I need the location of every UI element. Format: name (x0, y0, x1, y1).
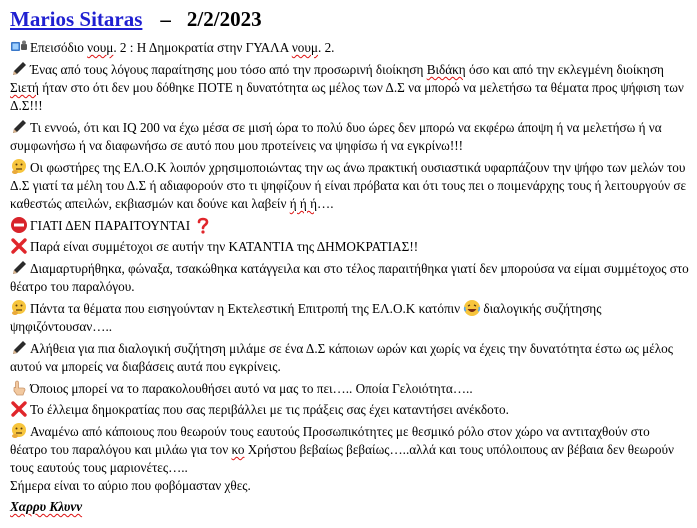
paragraph-11: Αναμένω από κάποιους που θεωρούν τους εαυτούς Προσωπικότητες με θεσμικό ρόλο στον χώρο να αντιταχθούν στο θέατρο του παραλόγου και μιλάω για τον κο Χρήστου βεβαίως βεβαίως…..αλλά και τους υπόλοιπους αν βέβαια δεν θεωρούν τους εαυτούς τους μαριονέτες….. Σήμερα είναι το αύριο που φοβόμασταν χθες. (10, 424, 675, 493)
episode-line: Επεισόδιο νουμ. 2 : Η Δημοκρατία στην ΓΥΑΛΑ νουμ. 2. (10, 38, 690, 57)
post-date: 2/2/2023 (186, 7, 262, 31)
thinking-face-icon (10, 299, 28, 317)
laughing-face-icon (463, 299, 481, 317)
document-page (10, 6, 690, 516)
paragraph-7: Πάντα τα θέματα που εισηγούνταν η Εκτελεστική Επιτροπή της ΕΛ.Ο.Κ κατόπιν διαλογικής συζήτησης ψηφιζόντουσαν….. (10, 301, 602, 334)
pencil-icon (10, 259, 28, 277)
question-mark-icon (194, 216, 212, 234)
no-entry-icon (10, 216, 28, 234)
paragraph-3: Οι φωστήρες της ΕΛ.Ο.Κ λοιπόν χρησιμοποιώντας την ως άνω πρακτική ουσιαστικά υφαρπάζουν την ψήφο των μελών του Δ.Σ γιατί τα μέλη του Δ.Σ ή αδιαφορούν στο τι ψηφίζουν ή είναι πρόβατα και ότι τους πει ο ποιμενάρχης τους ή λειτουργούν σε καθεστώς απειλών, εκβιασμών και δούνε και λαβείν ή ή ή…. (10, 160, 687, 211)
cross-mark-icon (10, 400, 28, 418)
signature: Χαρρυ Κλυνν (10, 499, 83, 514)
pencil-icon (10, 339, 28, 357)
paragraph-8: Αλήθεια για πια διαλογική συζήτηση μιλάμε σε ένα Δ.Σ κάποιων ωρών και χωρίς να έχεις την δυνατότητα έστω ως μέλος αυτού να μπορείς να διαβάσεις αυτά που εγκρίνεις. (10, 341, 673, 374)
paragraph-5: Παρά είναι συμμέτοχοι σε αυτήν την ΚΑΤΑΝΤΙΑ της ΔΗΜΟΚΡΑΤΙΑΣ!! (10, 237, 690, 256)
header-separator: – (160, 7, 171, 31)
author-name[interactable]: Marios Sitaras (10, 7, 143, 31)
paragraph-6: Διαμαρτυρήθηκα, φώναξα, τσακώθηκα κατάγγειλα και στο τέλος παραιτήθηκα γιατί δεν μπορούσα να είμαι συμμέτοχος στο θέατρο του παραλόγου. (10, 261, 689, 294)
paragraph-10: Το έλλειμα δημοκρατίας που σας περιβάλλει με τις πράξεις σας έχει καταντήσει ανέκδοτο. (10, 400, 690, 419)
thinking-face-icon (10, 158, 28, 176)
pointing-hand-icon (10, 379, 28, 397)
pencil-icon (10, 118, 28, 136)
thinking-face-icon (10, 422, 28, 440)
pencil-icon (10, 60, 28, 78)
post-header (10, 6, 690, 32)
paragraph-9: Όποιος μπορεί να το παρακολουθήσει αυτό να μας το πει….. Οποία Γελοιότητα….. (10, 379, 690, 398)
paragraph-1: Ένας από τους λόγους παραίτησης μου τόσο από την προσωρινή διοίκηση Βιδάκη όσο και από την εκλεγμένη διοίκηση Σιετή ήταν στο ότι δεν μου δόθηκε ΠΟΤΕ η δυνατότητα ως μέλος των Δ.Σ να μπορώ να μελετήσω τα θέματα προς ψήφιση των Δ.Σ!!! (10, 62, 684, 113)
closing-line: Σήμερα είναι το αύριο που φοβόμασταν χθες. (10, 478, 251, 493)
tv-camera-icon (10, 38, 28, 56)
paragraph-2: Τι εννοώ, ότι και IQ 200 να έχω μέσα σε μισή ώρα το πολύ δυο ώρες δεν μπορώ να εκφέρω άποψη ή να μελετήσω ή να συμφωνήσω ή να διαφωνήσω σε αυτό που μου προτείνεις να ψηφίσω ή να εγκρίνω!!! (10, 120, 662, 153)
paragraph-4: ΓΙΑΤΙ ΔΕΝ ΠΑΡΑΙΤΟΥΝΤΑΙ (10, 216, 690, 235)
cross-mark-icon (10, 237, 28, 255)
